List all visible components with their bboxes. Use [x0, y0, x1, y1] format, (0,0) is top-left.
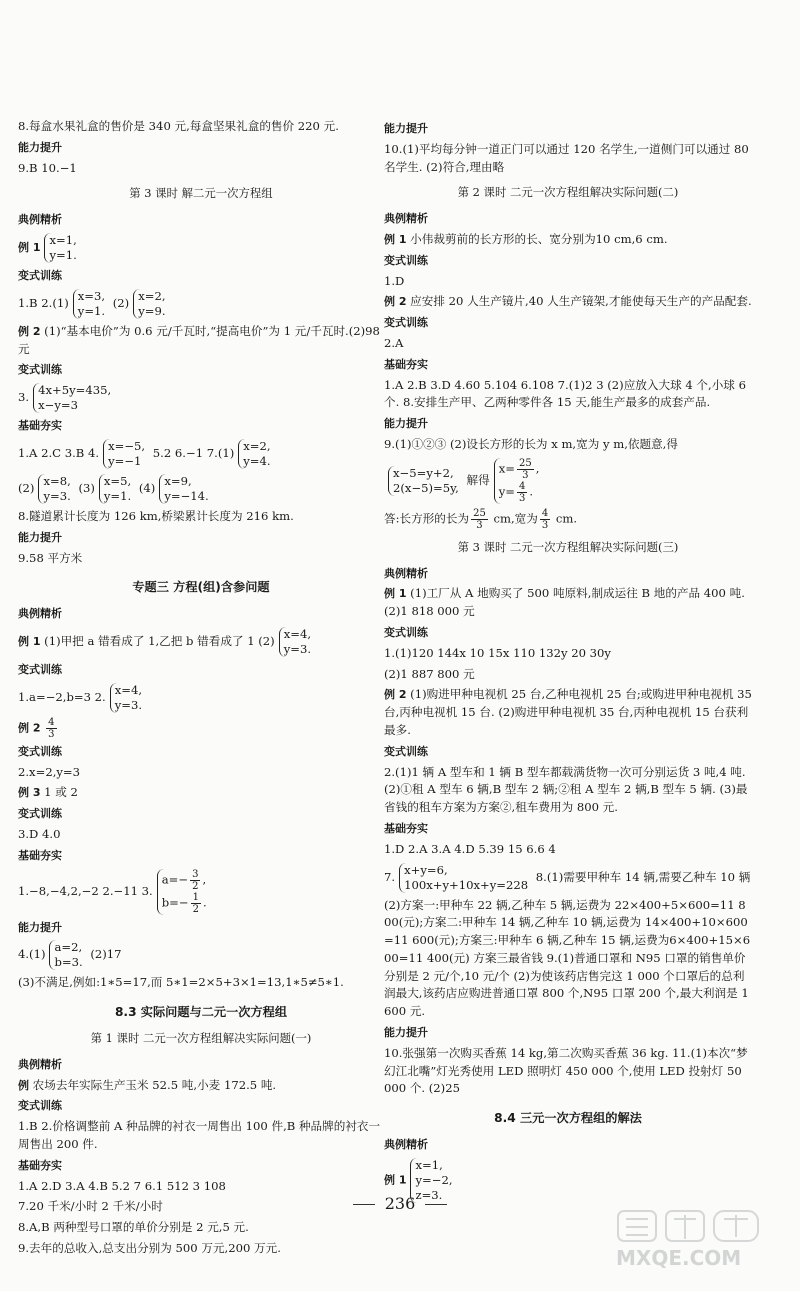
answer-line [18, 118, 384, 136]
equation-punct: , [202, 872, 207, 887]
example-label: 例 1 [384, 232, 407, 246]
example-label: 例 2 [384, 295, 407, 309]
equation-system [159, 474, 208, 504]
answer-text: 7.20 千米/小时 2 千米/小时 [18, 1199, 163, 1214]
section-heading: 典例精析 [384, 566, 428, 580]
answer-line [384, 457, 752, 505]
answer-line [384, 686, 752, 739]
example-label: 例 1 [384, 1173, 407, 1187]
equation-line: z=3. [415, 1187, 443, 1202]
equation-line: y=9. [138, 303, 166, 318]
section-heading: 变式训练 [18, 268, 62, 282]
section-heading: 典例精析 [18, 213, 62, 227]
answer-text: 9.(1)①②③ (2)设长方形的长为 x m,宽为 y m,依题意,得 [384, 436, 678, 451]
right-column [384, 118, 752, 1207]
fraction-numerator: 4 [48, 716, 55, 728]
section-heading: 典例精析 [18, 607, 62, 621]
equation-line: x=−5, [108, 438, 146, 453]
topic-title: 8.3 实际问题与二元一次方程组 [114, 1005, 288, 1020]
fraction [190, 869, 200, 892]
section-heading: 基础夯实 [18, 848, 62, 862]
equation-line: y=1. [77, 303, 106, 318]
equation-punct: , [535, 461, 540, 476]
equation-system [110, 683, 142, 713]
answer-text: 9.去年的总收入,总支出分别为 500 万元,200 万元. [18, 1240, 281, 1255]
answer-line [18, 626, 384, 658]
answer-line [18, 232, 384, 264]
answer-line [18, 974, 384, 992]
page-number: 236 [0, 1194, 800, 1213]
lesson-title: 第 3 课时 解二元一次方程组 [129, 186, 273, 201]
equation-line: 2(x−5)=5y, [393, 480, 459, 495]
answer-text: 小伟裁剪前的长方形的长、宽分别为10 cm,6 cm. [406, 231, 668, 246]
answer-text: (4) [135, 480, 156, 495]
section-heading: 能力提升 [18, 920, 62, 934]
fraction-numerator: 4 [541, 507, 549, 519]
section-heading: 基础夯实 [18, 419, 62, 433]
answer-text: 1.−8,−4,2,−2 2.−11 3. [18, 883, 153, 898]
equation-line: x=2, [138, 288, 166, 303]
answer-line [18, 508, 384, 526]
answer-text: 8.A,B 两种型号口罩的单价分别是 2 元,5 元. [18, 1220, 249, 1235]
answer-text: (2) [18, 480, 35, 495]
section-heading: 变式训练 [384, 744, 428, 758]
answer-text: (2)方案一:甲种车 22 辆,乙种车 5 辆,运费为 22×400+5×600=11 800(元);方案二:甲种车 14 辆,乙种车 10 辆,运费为 14×400+10×600=11 600(元);方案三:甲种车 6 辆,乙种车 15 辆,运费为6×400+15×600=11 400(元) 方案三最省钱 9.(1)普通口罩和 N95 口罩的销售单价分别是 2 元/个,10 元/个 (2)为使该药店售完这 1 000 个口罩后的总利润最大,该药店应购进普通口罩 800 个,N95 口罩 200 个,最大利润是 1 600 元. [384, 897, 751, 1019]
equation-line: x=4, [114, 682, 143, 697]
watermark-logo [608, 1207, 778, 1273]
fraction-numerator: 3 [192, 868, 199, 880]
answer-text: 3.D 4.0 [18, 826, 61, 841]
answer-text: (3) [74, 480, 95, 495]
answer-line [384, 293, 752, 311]
answer-text: 1 或 2 [40, 785, 78, 800]
answer-line [384, 666, 752, 684]
answer-text: (2) [109, 295, 130, 310]
answer-text: 7. [384, 869, 396, 884]
equation-system [399, 863, 528, 893]
answer-line [18, 682, 384, 714]
answer-text: (3)不满足,例如:1∗5=17,而 5∗1=2×5+3×1=13,1∗5≠5∗1. [18, 975, 344, 990]
answer-line [384, 377, 752, 413]
answer-text: 5.2 6.−1 7.(1) [149, 445, 235, 460]
section-heading: 能力提升 [384, 417, 428, 431]
answer-text: (1)甲把 a 错看成了 1,乙把 b 错看成了 1 (2) [40, 633, 275, 648]
answer-line [18, 288, 384, 320]
answer-text: 4.(1) [18, 947, 46, 962]
section-heading: 典例精析 [384, 1138, 428, 1152]
equation-punct: . [202, 895, 207, 910]
equation-line: y=1. [49, 247, 77, 262]
answer-line [18, 438, 384, 470]
topic-title: 专题三 方程(组)含参问题 [132, 580, 270, 595]
answer-text: 9.58 平方米 [18, 550, 83, 565]
equation-lhs: b=− [161, 895, 189, 910]
fraction-numerator: 25 [518, 457, 532, 469]
answer-text: 2.(1)1 辆 A 型车和 1 辆 B 型车都载满货物一次可分别运货 3 吨,4 吨. (2)①租 A 型车 6 辆,B 型车 2 辆;②租 A 型车 2 辆,B 型车 5 辆. (3)最省钱的租车方案为方案②,租车费用为 800 元. [384, 764, 748, 815]
answer-text: 8.隧道累计长度为 126 km,桥梁累计长度为 216 km. [18, 508, 294, 523]
answer-line [384, 764, 752, 817]
equation-system [33, 383, 111, 413]
answer-text: 应安排 20 人生产镜片,40 人生产镜架,才能使每天生产的产品配套. [406, 294, 752, 309]
equation-system [103, 439, 145, 469]
equation-line [162, 892, 207, 915]
section-heading: 能力提升 [18, 140, 62, 154]
section-heading: 能力提升 [384, 1026, 428, 1040]
fraction [471, 508, 488, 531]
fraction [46, 717, 56, 740]
answer-line [18, 382, 384, 414]
example-label: 例 2 [18, 324, 41, 338]
example-label: 例 [18, 1078, 29, 1092]
answer-text: 1.(1)120 144x 10 15x 110 132y 20 30y [384, 645, 611, 660]
equation-line [499, 458, 540, 481]
example-label: 例 2 [18, 721, 41, 735]
section-heading: 变式训练 [18, 744, 62, 758]
example-label: 例 3 [18, 786, 41, 800]
section-heading: 能力提升 [384, 122, 428, 135]
equation-line: y=3. [114, 697, 143, 712]
answer-text: 10.张强第一次购买香蕉 14 kg,第二次购买香蕉 36 kg. 11.(1)本次“梦幻江北嘴”灯光秀使用 LED 照明灯 450 000 个,使用 LED 投射灯 50 000 个. (2)25 [384, 1045, 748, 1096]
lesson-title: 第 1 课时 二元一次方程组解决实际问题(一) [90, 1030, 312, 1045]
answer-text: 1.a=−2,b=3 2. [18, 689, 106, 704]
answer-line [18, 1178, 384, 1196]
equation-line: y=−1 [108, 453, 142, 468]
answer-line [384, 141, 752, 177]
example-label: 例 2 [384, 688, 407, 702]
equation-lhs: a=− [161, 872, 189, 887]
equation-line: 4x+5y=435, [38, 383, 112, 398]
equation-line: x=1, [49, 232, 77, 247]
equation-lhs: x= [498, 461, 515, 476]
answer-line [18, 473, 384, 505]
fraction-denominator: 3 [541, 519, 549, 531]
answer-text: 1.B 2.(1) [18, 295, 69, 310]
answer-line [384, 273, 752, 291]
equation-line: x−5=y+2, [393, 465, 454, 480]
answer-line [384, 645, 752, 663]
fraction-denominator: 3 [48, 728, 55, 740]
answer-text: 解得 [462, 472, 490, 487]
equation-system [388, 466, 459, 496]
answer-text: 1.D [384, 273, 405, 288]
equation-system [44, 233, 76, 263]
answer-text: 1.D 2.A 3.A 4.D 5.39 15 6.6 4 [384, 841, 556, 856]
answer-text [40, 720, 44, 734]
answer-text: 1.A 2.B 3.D 4.60 5.104 6.108 7.(1)2 3 (2)应放入大球 4 个,小球 6 个. 8.安排生产甲、乙两种零件各 15 天,能生产最多的成套产品. [384, 377, 746, 410]
fraction [517, 458, 534, 481]
equation-system [49, 940, 82, 970]
equation-system [157, 869, 207, 915]
section-heading: 基础夯实 [384, 821, 428, 835]
answer-text: 3. [18, 390, 30, 405]
answer-line [384, 436, 752, 454]
answer-text: (1)工厂从 A 地购买了 500 吨原料,制成运往 B 地的产品 400 吨. (2)1 818 000 元 [384, 586, 745, 619]
answer-text: 2.A [384, 335, 404, 350]
answer-text: (2)17 [86, 947, 122, 962]
equation-line: x−y=3 [38, 398, 78, 413]
equation-line: y=−2, [415, 1172, 453, 1187]
lesson-title: 第 2 课时 二元一次方程组解决实际问题(二) [457, 185, 679, 200]
equation-line: y=3. [43, 488, 71, 503]
answer-line [384, 897, 752, 1022]
answer-line [18, 550, 384, 568]
answer-line [384, 335, 752, 353]
equation-line [499, 481, 540, 504]
equation-line: y=4. [243, 453, 271, 468]
answer-text: (1)购进甲种电视机 25 台,乙种电视机 25 台;或购进甲种电视机 35 台,丙种电视机 15 台. (2)购进甲种电视机 35 台,丙种电视机 15 台获利最多. [384, 687, 752, 737]
fraction-numerator: 25 [473, 507, 486, 519]
equation-system [494, 458, 540, 504]
answer-text: 1.A 2.D 3.A 4.B 5.2 7 6.1 512 3 108 [18, 1178, 226, 1193]
answer-text: 答:长方形的长为 [384, 511, 470, 526]
lesson-title: 第 3 课时 二元一次方程组解决实际问题(三) [457, 539, 679, 554]
section-heading: 基础夯实 [384, 357, 428, 371]
topic-title: 8.4 三元一次方程组的解法 [494, 1111, 642, 1126]
section-heading: 变式训练 [18, 662, 62, 676]
equation-line: y=3. [283, 641, 312, 656]
answer-text: cm,宽为 [489, 511, 538, 526]
fraction [517, 481, 527, 504]
section-heading: 变式训练 [18, 807, 62, 821]
section-heading: 变式训练 [18, 363, 62, 377]
section-heading: 变式训练 [384, 316, 428, 330]
fraction-denominator: 3 [518, 492, 526, 504]
section-heading: 变式训练 [384, 253, 428, 267]
section-heading: 典例精析 [18, 1057, 62, 1071]
answer-line [18, 826, 384, 844]
equation-system [279, 627, 311, 657]
answer-text: 农场去年实际生产玉米 52.5 吨,小麦 172.5 吨. [29, 1077, 277, 1092]
answer-line [384, 862, 752, 894]
equation-line: y=−14. [164, 488, 209, 503]
answer-text: 8.每盒水果礼盒的售价是 340 元,每盒坚果礼盒的售价 220 元. [18, 119, 339, 133]
section-heading: 基础夯实 [18, 1158, 62, 1172]
equation-lhs: y= [498, 484, 515, 499]
answer-text: cm. [552, 511, 578, 526]
section-heading: 典例精析 [384, 212, 428, 226]
equation-punct: . [529, 484, 534, 499]
equation-line: x=3, [77, 288, 106, 303]
fraction [191, 892, 201, 915]
equation-line: x=2, [243, 438, 271, 453]
equation-line: x+y=6, [404, 862, 448, 877]
fraction-denominator: 3 [522, 469, 529, 481]
fraction-numerator: 1 [192, 891, 199, 903]
equation-system [73, 289, 105, 319]
answer-line [18, 323, 384, 359]
answer-line [384, 1045, 752, 1098]
answer-text: (1)“基本电价”为 0.6 元/千瓦时,“提高电价”为 1 元/千瓦时.(2)98 元 [18, 323, 380, 356]
answer-text: 10.(1)平均每分钟一道正门可以通过 120 名学生,一道侧门可以通过 80 名学生. (2)符合,理由略 [384, 141, 749, 174]
equation-line: y=1. [103, 488, 132, 503]
answer-text: 9.B 10.−1 [18, 160, 77, 175]
fraction-numerator: 4 [518, 480, 526, 492]
fraction-denominator: 2 [192, 880, 199, 892]
answer-text: 8.(1)需要甲种车 14 辆,需要乙种车 10 辆 [532, 869, 751, 884]
answer-line [384, 841, 752, 859]
example-label: 例 1 [18, 240, 41, 254]
answer-line [18, 784, 384, 802]
fraction-denominator: 2 [192, 903, 199, 915]
answer-line [384, 231, 752, 249]
example-label: 例 1 [384, 587, 407, 601]
answer-line [18, 939, 384, 971]
equation-system [238, 439, 270, 469]
answer-text: 2.x=2,y=3 [18, 764, 81, 779]
example-label: 例 1 [18, 634, 41, 648]
equation-line: x=8, [43, 473, 71, 488]
equation-line [162, 869, 207, 892]
equation-line: x=4, [283, 626, 312, 641]
answer-line [18, 1240, 384, 1258]
answer-text: 1.A 2.C 3.B 4. [18, 445, 100, 460]
equation-system [133, 289, 165, 319]
answer-line [18, 764, 384, 782]
answer-line [18, 1077, 384, 1095]
equation-line: x=5, [103, 473, 132, 488]
equation-system [99, 474, 131, 504]
answer-line [18, 1118, 384, 1154]
watermark-text: MXQE.COM [616, 1246, 742, 1270]
equation-line: a=2, [54, 940, 83, 955]
answer-line [384, 508, 752, 531]
answer-text: 1.B 2.价格调整前 A 种品牌的衬衣一周售出 100 件,B 种品牌的衬衣一周售出 200 件. [18, 1119, 381, 1151]
answer-line [18, 868, 384, 916]
answer-line [18, 717, 384, 740]
section-heading: 变式训练 [18, 1099, 62, 1113]
answer-text: (2)1 887 800 元 [384, 666, 475, 681]
equation-line: x=9, [164, 473, 192, 488]
answer-line [18, 1219, 384, 1237]
fraction [540, 508, 550, 531]
equation-line: b=3. [54, 955, 83, 970]
fraction-denominator: 3 [476, 519, 483, 531]
section-heading: 变式训练 [384, 625, 428, 639]
equation-line: 100x+y+10x+y=228 [404, 877, 529, 892]
answer-line [18, 160, 384, 178]
left-column [18, 118, 384, 1261]
equation-system [38, 474, 70, 504]
section-heading: 能力提升 [18, 530, 62, 544]
answer-line [384, 585, 752, 621]
equation-line: x=1, [415, 1157, 443, 1172]
